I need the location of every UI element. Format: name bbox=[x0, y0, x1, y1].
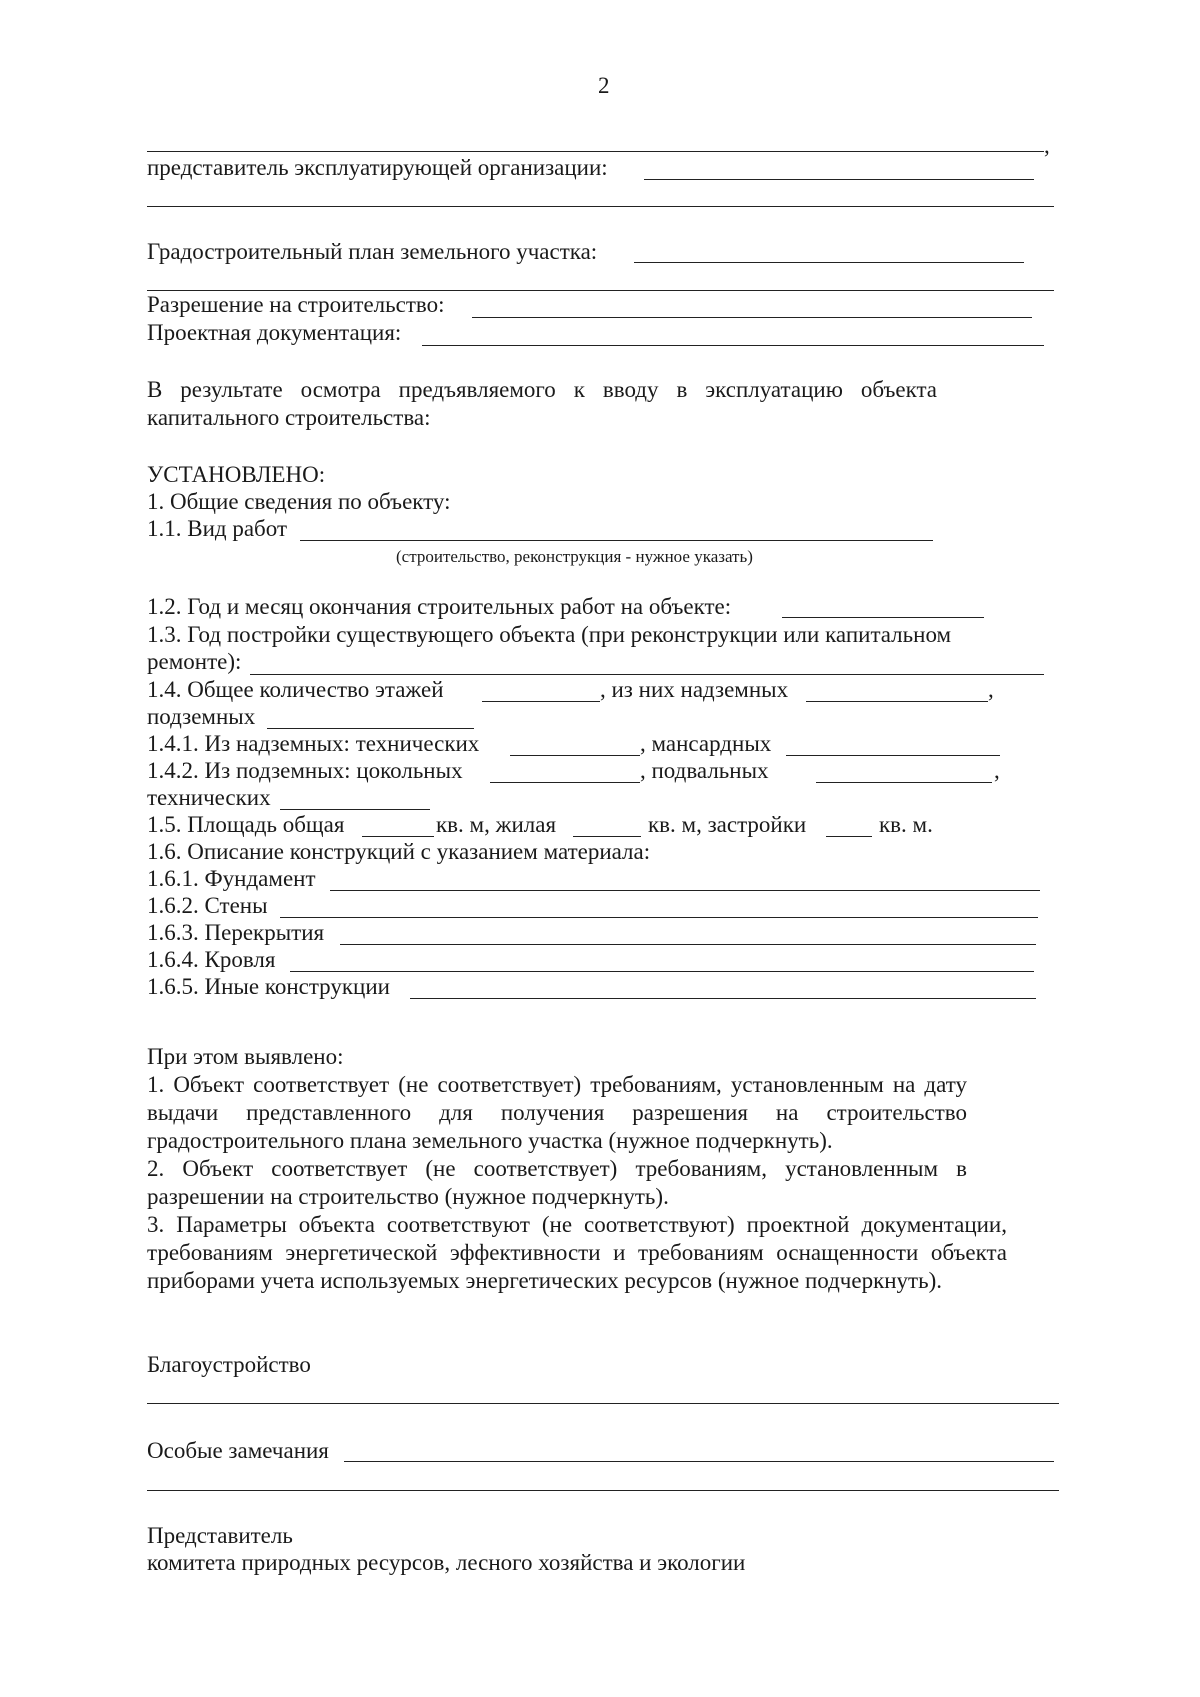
area-unit-1: кв. м, жилая bbox=[436, 812, 557, 837]
floors-above-label: , из них надземных bbox=[600, 677, 789, 702]
roof-label: 1.6.4. Кровля bbox=[147, 947, 276, 972]
floors-under-field[interactable] bbox=[267, 728, 474, 729]
operator-rep-field-cont[interactable] bbox=[147, 206, 1054, 207]
floors-total-field[interactable] bbox=[482, 701, 600, 702]
floors-above-field[interactable] bbox=[806, 701, 988, 702]
established-heading: УСТАНОВЛЕНО: bbox=[147, 462, 326, 487]
operator-rep-field[interactable] bbox=[644, 179, 1034, 180]
other-constructions-label: 1.6.5. Иные конструкции bbox=[147, 974, 390, 999]
page-number: 2 bbox=[598, 73, 610, 98]
area-built-field[interactable] bbox=[826, 836, 872, 837]
area-total-field[interactable] bbox=[362, 836, 434, 837]
floor-slabs-field[interactable] bbox=[340, 944, 1036, 945]
improvement-field[interactable] bbox=[147, 1403, 1059, 1404]
inspection-intro-line1 bbox=[147, 376, 937, 404]
gpzu-field[interactable] bbox=[634, 262, 1024, 263]
gpzu-label: Градостроительный план земельного участка: bbox=[147, 239, 598, 264]
other-constructions-field[interactable] bbox=[410, 998, 1036, 999]
floors-under-label: подземных bbox=[147, 704, 256, 729]
work-type-label: 1.1. Вид работ bbox=[147, 516, 288, 541]
roof-field[interactable] bbox=[290, 971, 1034, 972]
permit-label: Разрешение на строительство: bbox=[147, 292, 445, 317]
completion-field[interactable] bbox=[782, 617, 984, 618]
findings-heading: При этом выявлено: bbox=[147, 1044, 344, 1069]
permit-field[interactable] bbox=[472, 317, 1032, 318]
under-tech-field[interactable] bbox=[280, 809, 430, 810]
inspection-intro-line2: капитального строительства: bbox=[147, 405, 431, 430]
built-year-field[interactable] bbox=[250, 674, 1044, 675]
special-notes-label: Особые замечания bbox=[147, 1438, 329, 1463]
under-cellar-field[interactable] bbox=[816, 782, 992, 783]
finding-item-3: 3. Параметры объекта соответствуют (не соответствуют) проектной документации, требованиям энергетической эффективности и требованиям оснащенности объекта приборами учета используемых энергетических ресурсов (нужное подчеркнуть). bbox=[147, 1212, 1007, 1293]
under-comma: , bbox=[994, 758, 1000, 783]
under-basement-field[interactable] bbox=[490, 782, 640, 783]
general-info-label: 1. Общие сведения по объекту: bbox=[147, 489, 451, 514]
area-total-label: 1.5. Площадь общая bbox=[147, 812, 345, 837]
under-cellar-label: , подвальных bbox=[640, 758, 769, 783]
trailing-comma: , bbox=[1044, 133, 1050, 158]
area-living-field[interactable] bbox=[573, 836, 641, 837]
above-mansard-label: , мансардных bbox=[640, 731, 772, 756]
work-type-hint: (строительство, реконструкция - нужное указать) bbox=[396, 547, 753, 566]
floors-total-label: 1.4. Общее количество этажей bbox=[147, 677, 444, 702]
foundation-label: 1.6.1. Фундамент bbox=[147, 866, 316, 891]
finding-item-1: 1. Объект соответствует (не соответствует) требованиям, установленным на дату выдачи представленного для получения разрешения на строительство градостроительного плана земельного участка (нужное подчеркнуть). bbox=[147, 1072, 967, 1153]
built-year-line1: 1.3. Год постройки существующего объекта (при реконструкции или капитальном bbox=[147, 622, 952, 647]
finding-item-2: 2. Объект соответствует (не соответствует) требованиям, установленным в разрешении на строительство (нужное подчеркнуть). bbox=[147, 1156, 967, 1209]
inspection-intro-text: В результате осмотра предъявляемого к вводу в эксплуатацию объекта bbox=[147, 377, 937, 402]
project-docs-field[interactable] bbox=[422, 345, 1044, 346]
walls-field[interactable] bbox=[280, 917, 1038, 918]
area-unit-2: кв. м, застройки bbox=[648, 812, 807, 837]
representative-line1: Представитель bbox=[147, 1523, 293, 1548]
under-basement-label: 1.4.2. Из подземных: цокольных bbox=[147, 758, 463, 783]
floor-slabs-label: 1.6.3. Перекрытия bbox=[147, 920, 325, 945]
under-tech-label: технических bbox=[147, 785, 271, 810]
work-type-field[interactable] bbox=[300, 540, 933, 541]
special-notes-field-cont[interactable] bbox=[147, 1490, 1059, 1491]
above-mansard-field[interactable] bbox=[786, 755, 1000, 756]
area-unit-3: кв. м. bbox=[879, 812, 933, 837]
walls-label: 1.6.2. Стены bbox=[147, 893, 268, 918]
constructions-label: 1.6. Описание конструкций с указанием материала: bbox=[147, 839, 651, 864]
blank-line-top bbox=[147, 151, 1044, 152]
operator-rep-label: представитель эксплуатирующей организации: bbox=[147, 155, 608, 180]
foundation-field[interactable] bbox=[330, 890, 1040, 891]
built-year-line2: ремонте): bbox=[147, 649, 242, 674]
representative-line2: комитета природных ресурсов, лесного хозяйства и экологии bbox=[147, 1550, 746, 1575]
improvement-label: Благоустройство bbox=[147, 1352, 311, 1377]
project-docs-label: Проектная документация: bbox=[147, 320, 402, 345]
above-tech-field[interactable] bbox=[510, 755, 640, 756]
special-notes-field[interactable] bbox=[344, 1461, 1054, 1462]
above-tech-label: 1.4.1. Из надземных: технических bbox=[147, 731, 480, 756]
completion-label: 1.2. Год и месяц окончания строительных работ на объекте: bbox=[147, 594, 732, 619]
floors-comma: , bbox=[988, 677, 994, 702]
